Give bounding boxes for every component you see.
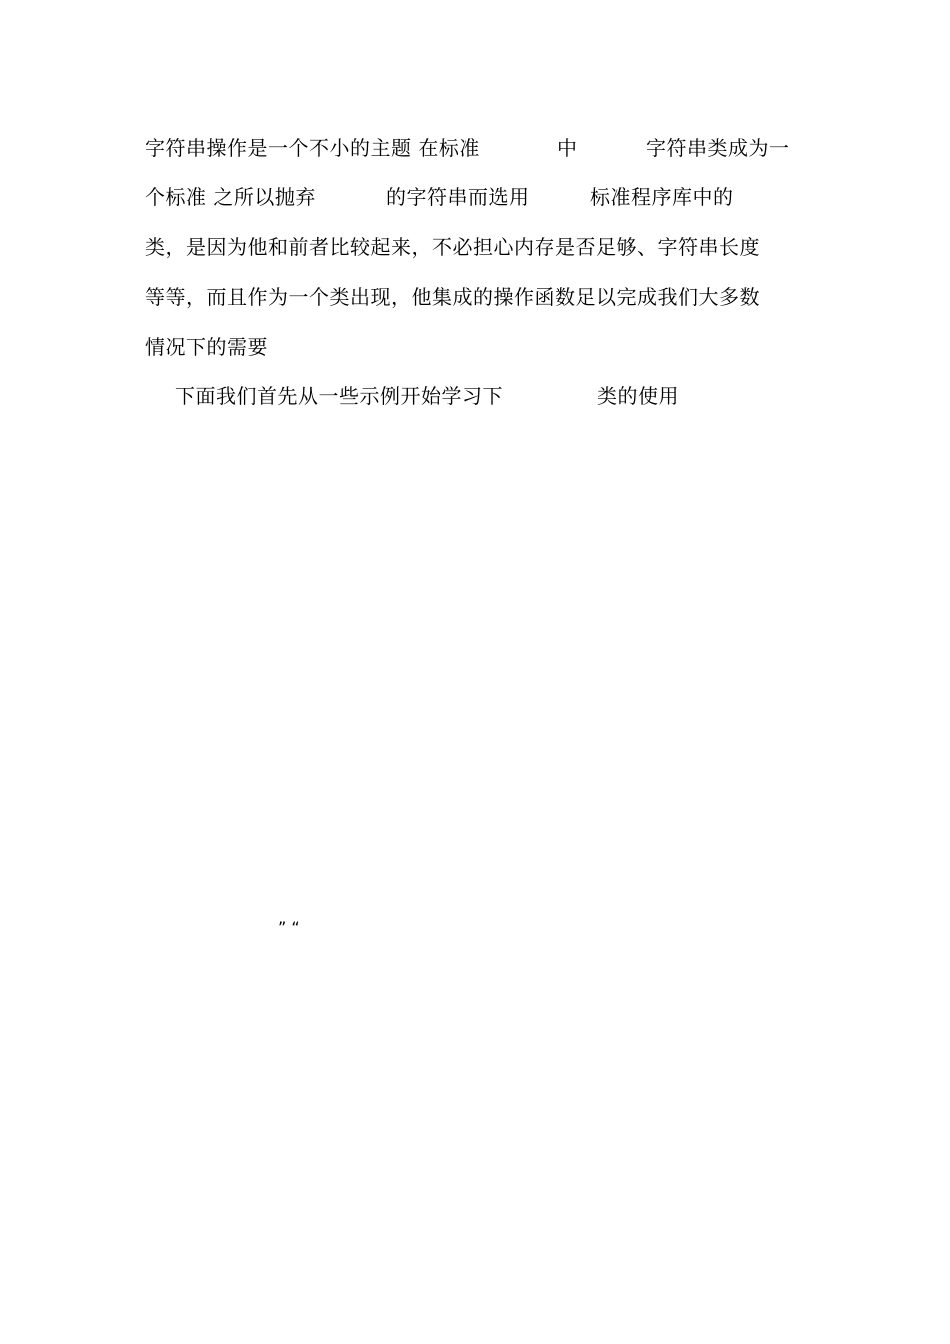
text-segment: 情况下的需要: [145, 335, 268, 359]
text-segment: 个标准 之所以抛弃: [145, 185, 316, 209]
quote-marks: ” “: [278, 918, 300, 937]
text-line-6: [0, 381, 950, 411]
text-segment: 标准程序库中的: [590, 185, 734, 209]
text-line-5: [0, 332, 950, 362]
text-segment: 字符串类成为一: [646, 136, 790, 160]
text-segment: 类，是因为他和前者比较起来，不必担心内存是否足够、字符串长度: [145, 235, 760, 259]
text-segment: 下面我们首先从一些示例开始学习下: [175, 384, 503, 408]
text-line-3: [0, 232, 950, 262]
text-segment: 类的使用: [597, 384, 679, 408]
text-line-4: [0, 282, 950, 312]
text-segment: 等等，而且作为一个类出现，他集成的操作函数足以完成我们大多数: [145, 285, 760, 309]
text-line-2: [0, 182, 950, 212]
text-segment: 字符串操作是一个不小的主题 在标准: [145, 136, 480, 160]
text-segment: 的字符串而选用: [386, 185, 530, 209]
text-segment: 中: [557, 136, 578, 160]
text-line-1: [0, 133, 950, 163]
